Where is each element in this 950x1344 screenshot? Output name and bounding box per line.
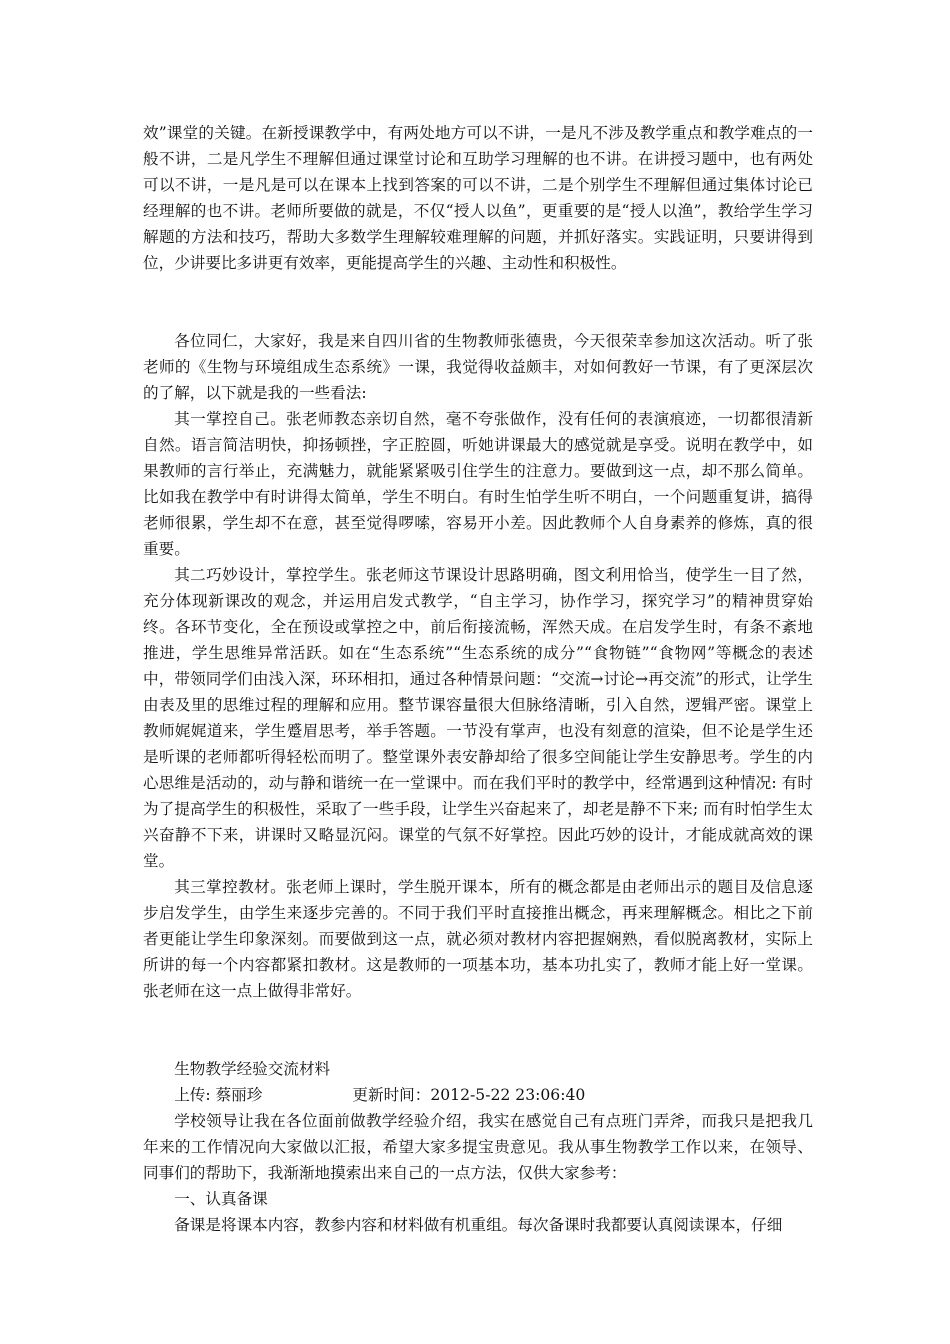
- article-intro: 学校领导让我在各位面前做教学经验介绍，我实在感觉自己有点班门弄斧，而我只是把我几年来的工作情况向大家做以汇报，希望大家多提宝贵意见。我从事生物教学工作以来，在领导、同事们的帮助下，我渐渐地摸索出来自己的一点方法，仅供大家参考：: [143, 1112, 813, 1182]
- document-page: [143, 120, 813, 1238]
- section-spacer: [143, 276, 813, 328]
- article-meta: [143, 1082, 813, 1108]
- section-heading: 一、认真备课: [174, 1190, 268, 1208]
- section-paragraph: 备课是将课本内容，教参内容和材料做有机重组。每次备课时我都要认真阅读课本，仔细: [174, 1216, 783, 1234]
- point-three: 其三掌控教材。张老师上课时，学生脱开课本，所有的概念都是由老师出示的题目及信息逐步启发学生，由学生来逐步完善的。不同于我们平时直接推出概念，再来理解概念。相比之下前者更能让学生印象深刻。而要做到这一点，就必须对教材内容把握娴熟，看似脱离教材，实际上所讲的每一个内容都紧扣教材。这是教师的一项基本功，基本功扎实了，教师才能上好一堂课。张老师在这一点上做得非常好。: [143, 878, 813, 1000]
- paragraph-continued: 效”课堂的关键。在新授课教学中，有两处地方可以不讲，一是凡不涉及教学重点和教学难点的一般不讲，二是凡学生不理解但通过课堂讨论和互助学习理解的也不讲。在讲授习题中，也有两处可以不讲，一是凡是可以在课本上找到答案的可以不讲，二是个别学生不理解但通过集体讨论已经理解的也不讲。老师所要做的就是，不仅“授人以鱼”，更重要的是“授人以渔”，教给学生学习解题的方法和技巧，帮助大多数学生理解较难理解的问题，并抓好落实。实践证明，只要讲得到位，少讲要比多讲更有效率，更能提高学生的兴趣、主动性和积极性。: [143, 124, 813, 272]
- article-title: 生物教学经验交流材料: [174, 1060, 331, 1078]
- section-spacer: [143, 1004, 813, 1056]
- point-two: 其二巧妙设计，掌控学生。张老师这节课设计思路明确，图文利用恰当，使学生一目了然，充分体现新课改的观念，并运用启发式教学，“自主学习，协作学习，探究学习”的精神贯穿始终。各环节变化，全在预设或掌控之中，前后衔接流畅，浑然天成。在启发学生时，有条不紊地推进，学生思维异常活跃。如在“生态系统”“生态系统的成分”“食物链”“食物网”等概念的表述中，带领同学们由浅入深，环环相扣，通过各种情景问题：“交流→讨论→再交流”的形式，让学生由表及里的思维过程的理解和应用。整节课容量很大但脉络清晰，引入自然，逻辑严密。课堂上教师娓娓道来，学生蹙眉思考，举手答题。一节没有掌声，也没有刻意的渲染，但不论是学生还是听课的老师都听得轻松而明了。整堂课外表安静却给了很多空间能让学生安静思考。学生的内心思维是活动的，动与静和谐统一在一堂课中。而在我们平时的教学中，经常遇到这种情况: 有时为了提高学生的积极性，采取了一些手段，让学生兴奋起来了，却老是静不下来; 而有时怕学生太兴奋静不下来，讲课时又略显沉闷。课堂的气氛不好掌控。因此巧妙的设计，才能成就高效的课堂。: [143, 566, 813, 870]
- uploader: 上传: 蔡丽珍: [174, 1086, 263, 1104]
- speech-intro: 各位同仁，大家好，我是来自四川省的生物教师张德贵，今天很荣幸参加这次活动。听了张老师的《生物与环境组成生态系统》一课，我觉得收益颇丰，对如何教好一节课，有了更深层次的了解，以下就是我的一些看法:: [143, 332, 813, 402]
- update-time: 更新时间：2012-5-22 23:06:40: [352, 1086, 586, 1104]
- point-one: 其一掌控自己。张老师教态亲切自然，毫不夸张做作，没有任何的表演痕迹，一切都很清新自然。语言简洁明快，抑扬顿挫，字正腔圆，听她讲课最大的感觉就是享受。说明在教学中，如果教师的言行举止，充满魅力，就能紧紧吸引住学生的注意力。要做到这一点，却不那么简单。比如我在教学中有时讲得太简单，学生不明白。有时生怕学生听不明白，一个问题重复讲，搞得老师很累，学生却不在意，甚至觉得啰嗦，容易开小差。因此教师个人自身素养的修炼，真的很重要。: [143, 410, 813, 558]
